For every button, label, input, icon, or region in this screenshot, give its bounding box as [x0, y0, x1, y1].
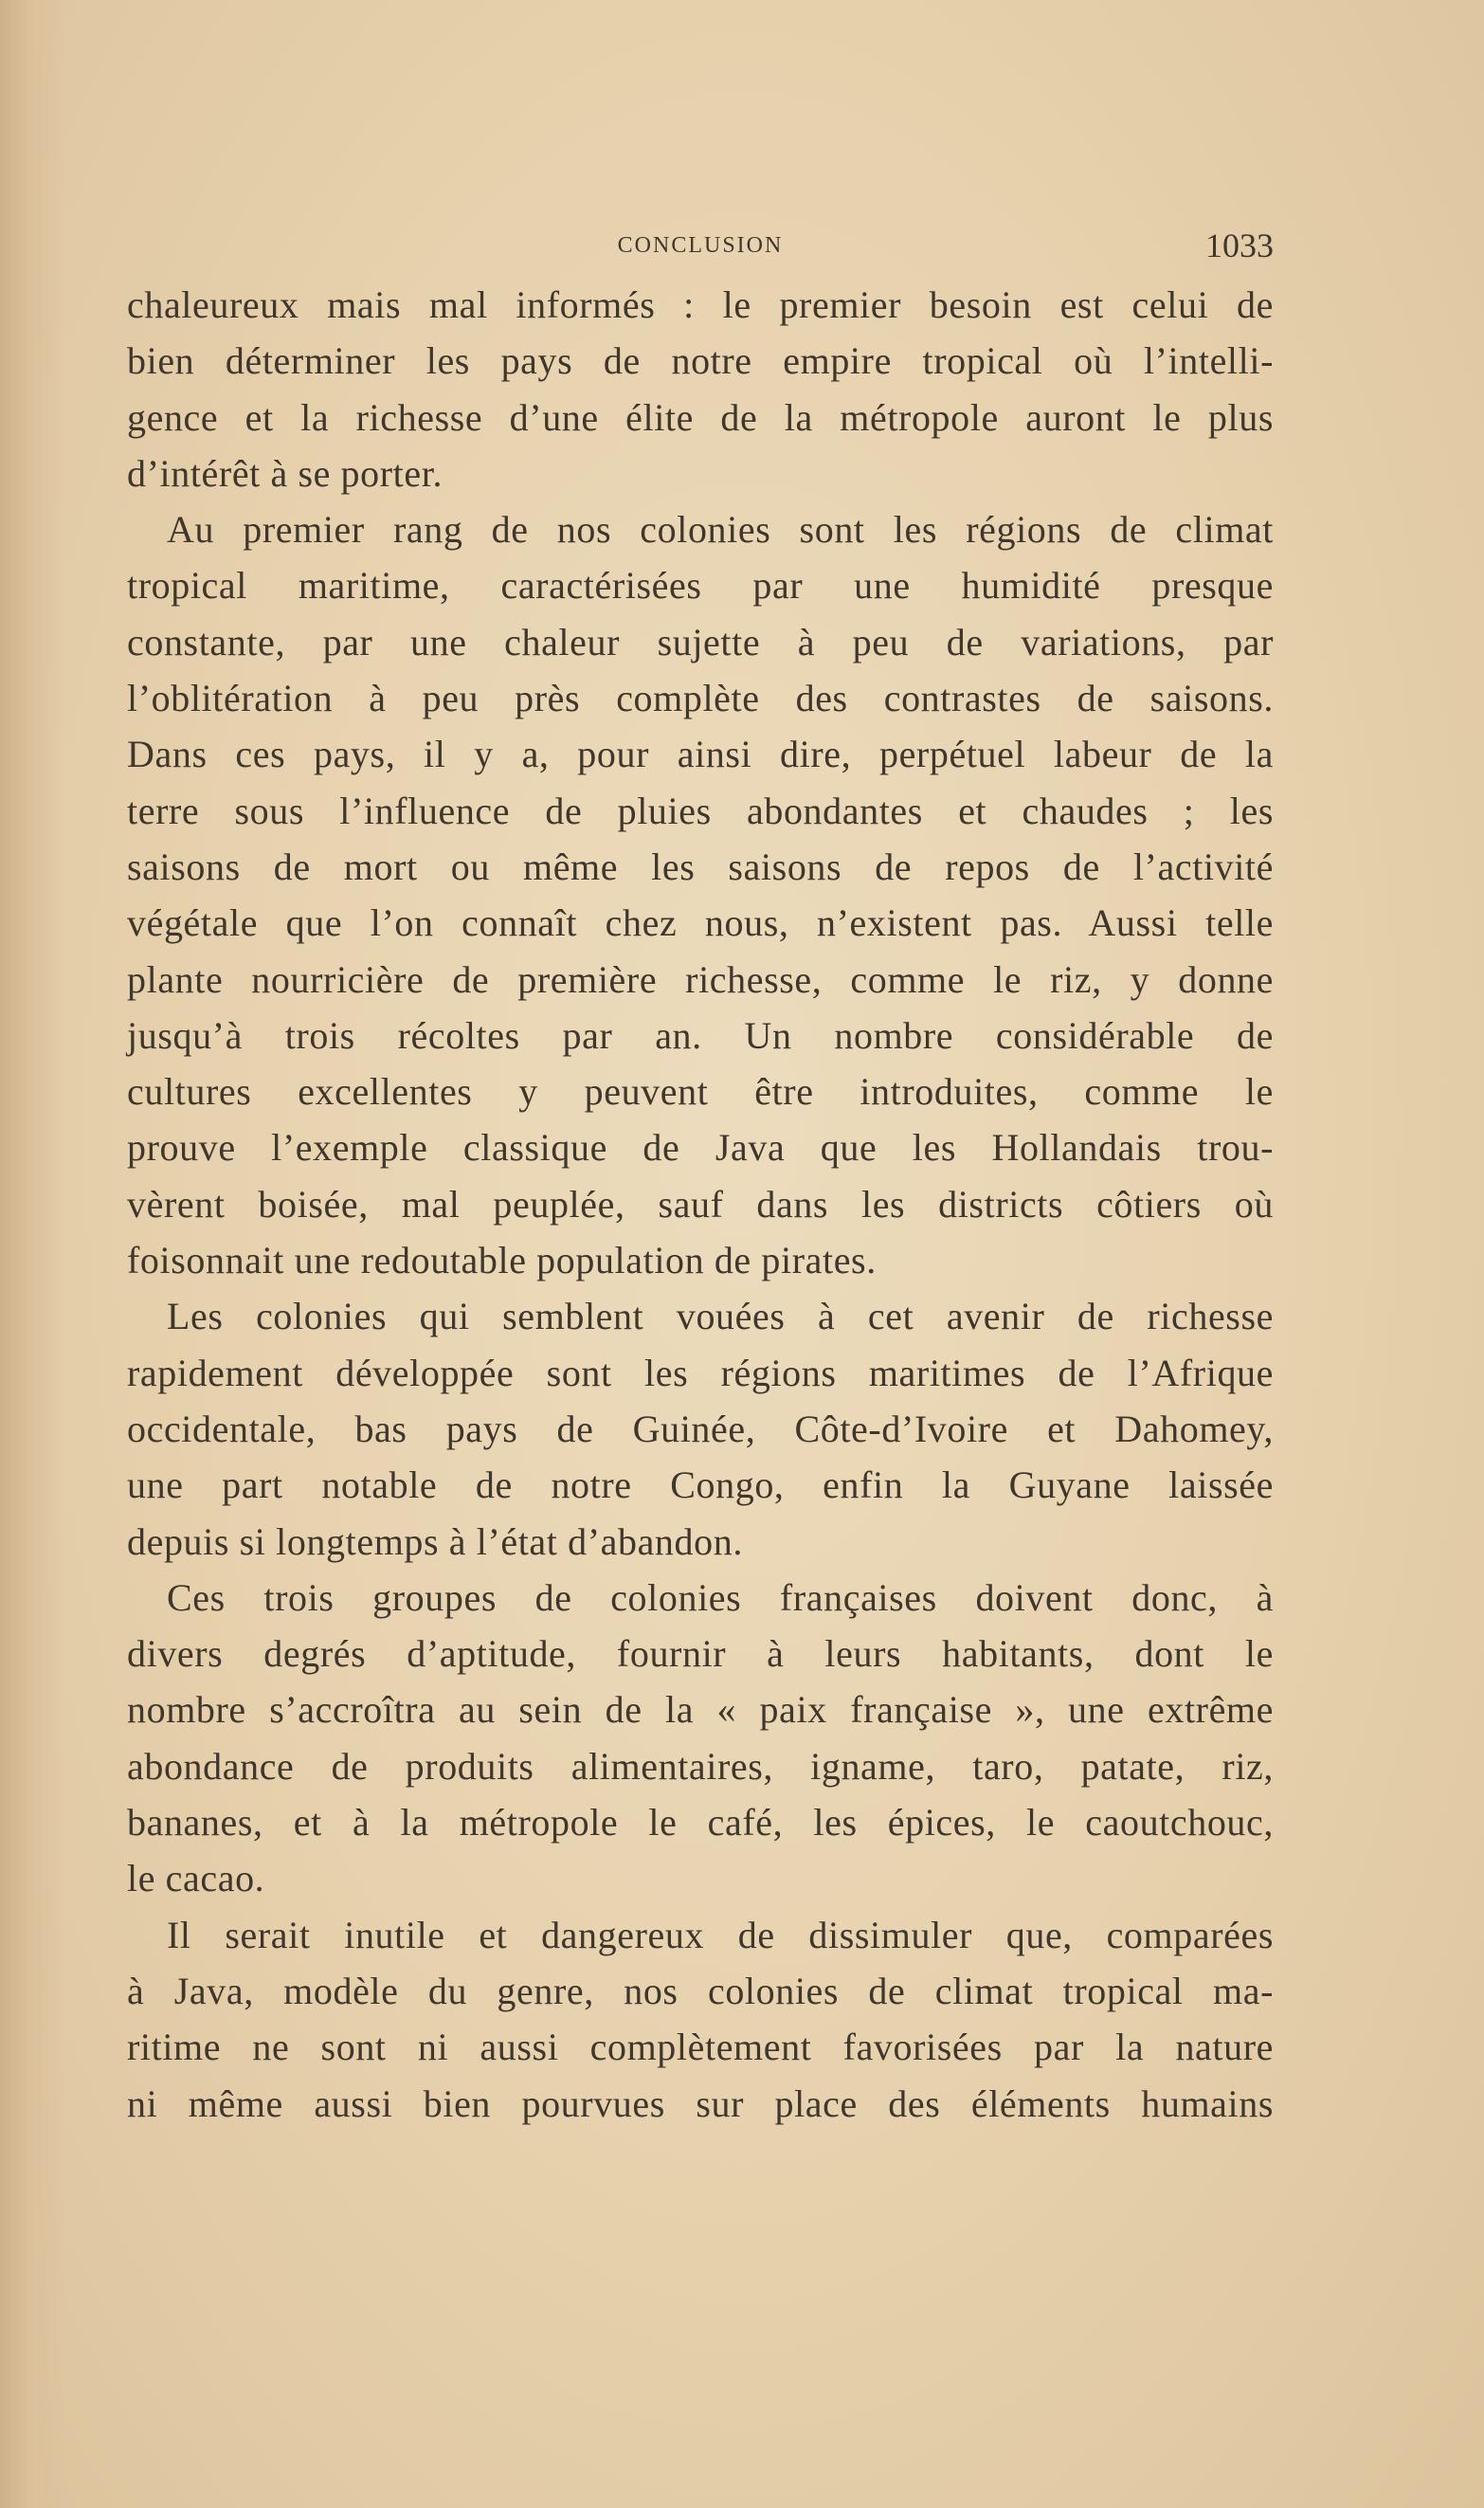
text-line: ritime ne sont ni aussi complètement favorisées par la nature — [127, 2026, 1274, 2069]
text-line: végétale que l’on connaît chez nous, n’existent pas. Aussi telle — [127, 901, 1274, 945]
text-line: divers degrés d’aptitude, fournir à leurs habitants, dont le — [127, 1632, 1274, 1676]
page-spine-shadow — [0, 0, 66, 2508]
text-line: constante, par une chaleur sujette à peu de variations, par — [127, 620, 1274, 663]
text-line: bien déterminer les pays de notre empire tropical où l’intelli- — [127, 339, 1274, 383]
text-line: à Java, modèle du genre, nos colonies de climat tropical ma- — [127, 1969, 1274, 2012]
text-line: prouve l’exemple classique de Java que les Hollandais trou- — [127, 1126, 1274, 1170]
text-line: saisons de mort ou même les saisons de repos de l’activité — [127, 845, 1274, 888]
page-header — [127, 226, 1274, 273]
text-line: plante nourricière de première richesse, comme le riz, y donne — [127, 957, 1274, 1001]
text-line: rapidement développée sont les régions maritimes de l’Afrique — [127, 1351, 1274, 1394]
text-line: ni même aussi bien pourvues sur place des éléments humains — [127, 2081, 1274, 2125]
text-line: occidentale, bas pays de Guinée, Côte-d’Ivoire et Dahomey, — [127, 1407, 1274, 1450]
text-line: nombre s’accroîtra au sein de la « paix française », une extrême — [127, 1688, 1274, 1732]
text-line: l’oblitération à peu près complète des contrastes de saisons. — [127, 677, 1274, 720]
text-line: une part notable de notre Congo, enfin la Guyane laissée — [127, 1463, 1274, 1507]
text-line: Les colonies qui semblent vouées à cet avenir de richesse — [167, 1295, 1274, 1338]
text-line: d’intérêt à se porter. — [127, 451, 443, 495]
page-number: 1033 — [1205, 227, 1274, 264]
text-line: terre sous l’influence de pluies abondantes et chaudes ; les — [127, 789, 1274, 832]
body-text — [127, 277, 1274, 2132]
text-line: Il serait inutile et dangereux de dissimuler que, comparées — [167, 1913, 1274, 1956]
text-line: foisonnait une redoutable population de pirates. — [127, 1239, 877, 1282]
text-line: tropical maritime, caractérisées par une humidité presque — [127, 564, 1274, 608]
text-line: le cacao. — [127, 1857, 265, 1900]
text-line: abondance de produits alimentaires, igname, taro, patate, riz, — [127, 1744, 1274, 1788]
text-line: jusqu’à trois récoltes par an. Un nombre considérable de — [127, 1013, 1274, 1057]
text-line: depuis si longtemps à l’état d’abandon. — [127, 1519, 743, 1563]
text-line: bananes, et à la métropole le café, les épices, le caoutchouc, — [127, 1801, 1274, 1845]
text-line: cultures excellentes y peuvent être introduites, comme le — [127, 1070, 1274, 1114]
running-head: CONCLUSION — [617, 233, 784, 258]
text-line: Dans ces pays, il y a, pour ainsi dire, perpétuel labeur de la — [127, 733, 1274, 776]
text-line: Au premier rang de nos colonies sont les régions de climat — [167, 508, 1274, 552]
text-line: vèrent boisée, mal peuplée, sauf dans les districts côtiers où — [127, 1182, 1274, 1226]
text-line: gence et la richesse d’une élite de la métropole auront le plus — [127, 395, 1274, 439]
text-line: Ces trois groupes de colonies françaises doivent donc, à — [167, 1575, 1274, 1619]
text-line: chaleureux mais mal informés : le premier besoin est celui de — [127, 283, 1274, 326]
